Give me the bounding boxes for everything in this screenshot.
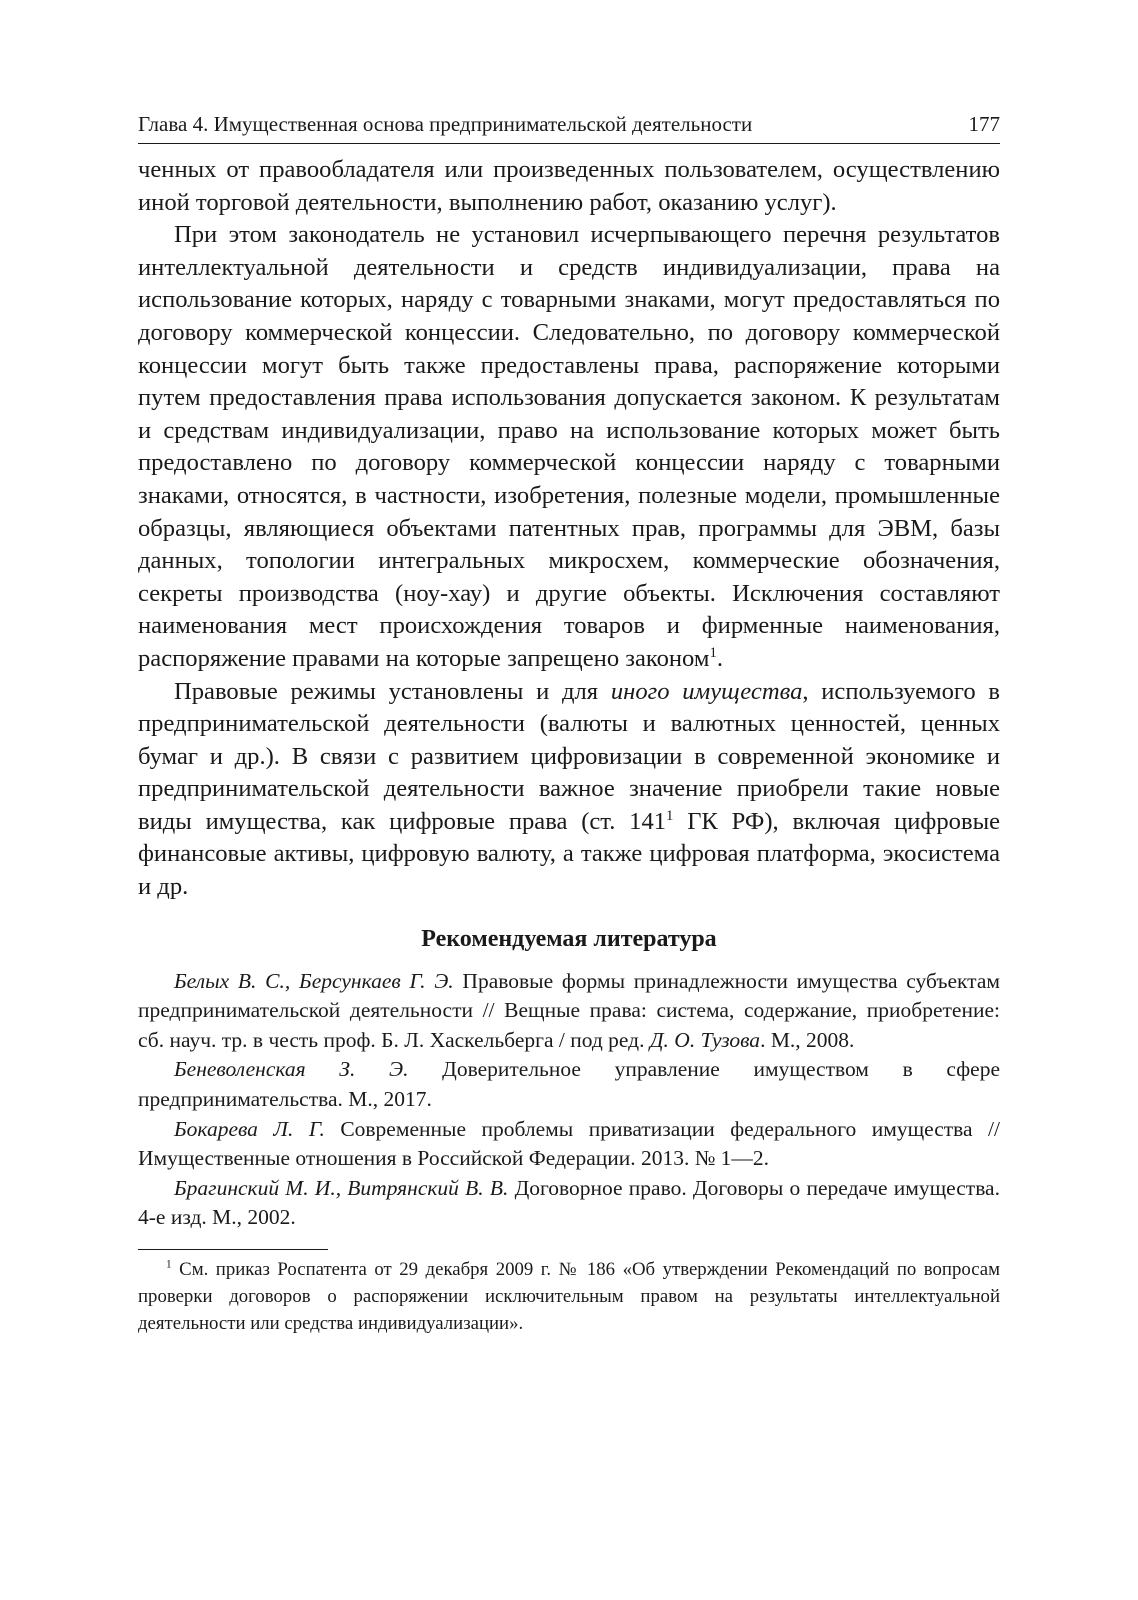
emphasis: иного имущества: [610, 677, 803, 705]
entry-author: Беневоленская З. Э.: [174, 1057, 409, 1082]
literature-entry: Белых В. С., Берсункаев Г. Э. Правовые формы принадлежности имущества субъектам предпринимательской деятельности // Вещные права: система, содержание, приобретение: сб. науч. тр. в честь проф. Б. Л. Хаскельберга / под ред. Д. О. Тузова. М., 2008.: [138, 968, 1000, 1052]
running-header: [138, 112, 1000, 144]
page-number: 177: [968, 112, 1000, 136]
section-heading: Рекомендуемая литература: [421, 925, 717, 952]
paragraph-3: Правовые режимы установлены и для иного имущества, используемого в предпринимательской деятельности (валюты и валютных ценностей, ценных бумаг и др.). В связи с развитием цифровизации в современной экономике и предпринимательской деятельности важное значение приобрели такие новые виды имущества, как цифровые права (ст. $141^1$ ГК РФ), включая цифровые финансовые активы, цифровую валюту, а также цифровая платформа, экосистема и др.: [138, 677, 1001, 901]
article-superscript: 1: [666, 807, 674, 824]
footnote-mark: 1: [166, 1258, 172, 1271]
main-text: [138, 154, 1000, 904]
entry-editor: Д. О. Тузова: [649, 1027, 761, 1052]
literature-entry: Бокарева Л. Г. Современные проблемы приватизации федерального имущества // Имущественные отношения в Российской Федерации. 2013. № 1—2.: [138, 1116, 1000, 1171]
entry-author: Брагинский М. И., Витрянский В. В.: [174, 1175, 509, 1200]
literature-entry: Беневоленская З. Э. Доверительное управление имуществом в сфере предпринимательства. М., 2017.: [138, 1057, 1000, 1112]
footnotes: [138, 1249, 1000, 1337]
literature-entry: Брагинский М. И., Витрянский В. В. Договорное право. Договоры о передаче имущества. 4-е изд. М., 2002.: [138, 1175, 1000, 1230]
footnote-reference[interactable]: 1: [709, 644, 717, 661]
entry-author: Бокарева Л. Г.: [174, 1116, 325, 1141]
running-title: Глава 4. Имущественная основа предпринимательской деятельности: [138, 112, 753, 136]
paragraph-continued: ченных от правообладателя или произведенных пользователем, осуществлению иной торговой деятельности, выполнению работ, оказанию услуг).: [138, 156, 1000, 216]
footnote-divider: [138, 1249, 328, 1250]
entry-author: Белых В. С., Берсункаев Г. Э.: [174, 968, 454, 993]
page: [138, 112, 1000, 1337]
literature-list: [138, 967, 1000, 1233]
footnote: $^1$ См. приказ Роспатента от 29 декабря 2009 г. № 186 «Об утверждении Рекомендаций по вопросам проверки договоров о распоряжении исключительным правом на результаты интеллектуальной деятельности или средства индивидуализации».: [138, 1258, 1000, 1334]
paragraph-2: При этом законодатель не установил исчерпывающего перечня результатов интеллектуальной деятельности и средств индивидуализации, права на использование которых, наряду с товарными знаками, могут предоставляться по договору коммерческой концессии. Следовательно, по договору коммерческой концессии могут быть также предоставлены права, распоряжение которыми путем предоставления права использования допускается законом. К результатам и средствам индивидуализации, право на использование которых может быть предоставлено по договору коммерческой концессии наряду с товарными знаками, относятся, в частности, изобретения, полезные модели, промышленные образцы, являющиеся объектами патентных прав, программы для ЭВМ, базы данных, топологии интегральных микросхем, коммерческие обозначения, секреты производства (ноу-хау) и другие объекты. Исключения составляют наименования мест происхождения товаров и фирменные наименования, распоряжение правами на которые запрещено законом$^1$.: [138, 221, 1000, 672]
